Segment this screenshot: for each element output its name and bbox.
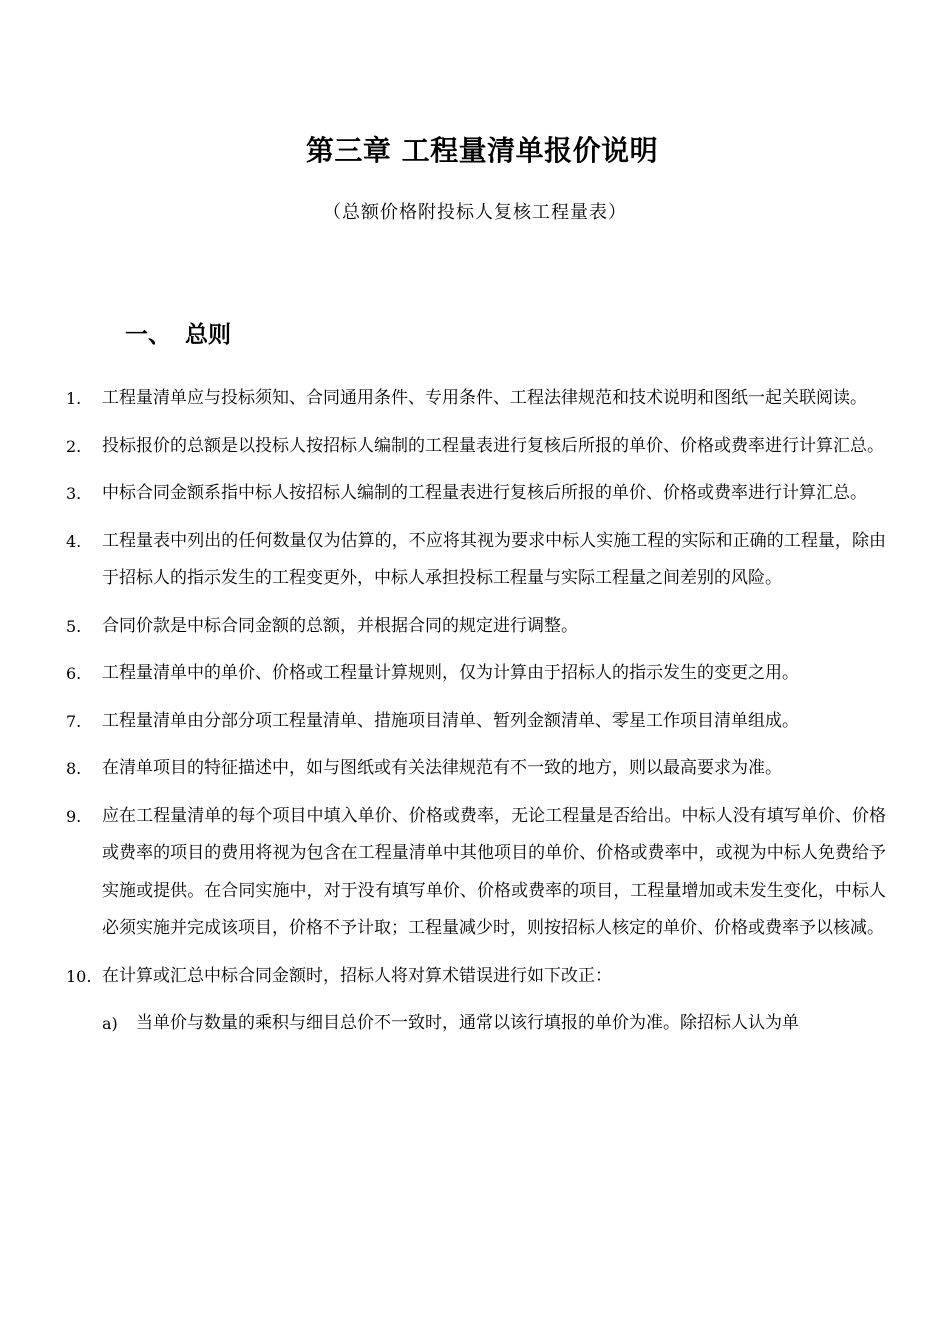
sub-list-item <box>102 1005 886 1043</box>
item-number: 6. <box>66 664 82 683</box>
item-text: 工程量清单中的单价、价格或工程量计算规则，仅为计算由于招标人的指示发生的变更之用。 <box>102 663 799 683</box>
chapter-title: 第三章 工程量清单报价说明 <box>305 134 659 167</box>
list-item <box>66 958 886 996</box>
clause-list <box>66 380 886 1043</box>
item-number: 3. <box>66 484 82 503</box>
list-item <box>66 380 886 418</box>
item-text: 投标报价的总额是以投标人按招标人编制的工程量表进行复核后所报的单价、价格或费率进行计算汇总。 <box>102 435 884 456</box>
item-number: 10. <box>66 966 92 986</box>
item-text: 合同价款是中标合同金额的总额，并根据合同的规定进行调整。 <box>102 615 578 636</box>
subitem-label: a) <box>102 1014 118 1033</box>
chapter-subtitle: （总额价格附投标人复核工程量表） <box>323 202 627 223</box>
item-number: 7. <box>66 711 82 731</box>
list-item <box>66 428 886 466</box>
item-number: 5. <box>66 616 82 636</box>
item-number: 4. <box>66 531 82 551</box>
section-heading <box>125 318 231 352</box>
list-item <box>66 750 886 788</box>
item-number: 1. <box>66 389 82 408</box>
item-number: 2. <box>66 436 82 456</box>
item-text: 中标合同金额系指中标人按招标人编制的工程量表进行复核后所报的单价、价格或费率进行计算汇总。 <box>102 483 867 503</box>
list-item <box>66 475 886 513</box>
section-title: 总则 <box>185 322 231 348</box>
list-item <box>66 798 886 948</box>
item-number: 9. <box>66 806 82 826</box>
item-text: 工程量清单应与投标须知、合同通用条件、专用条件、工程法律规范和技术说明和图纸一起关联阅读。 <box>102 388 867 408</box>
list-item <box>66 608 886 646</box>
section-number: 一、 <box>125 322 171 348</box>
list-item <box>66 655 886 693</box>
item-text: 在计算或汇总中标合同金额时，招标人将对算术错误进行如下改正： <box>102 965 612 986</box>
subitem-text: 当单价与数量的乘积与细目总价不一致时，通常以该行填报的单价为准。除招标人认为单 <box>136 1013 799 1033</box>
item-text: 工程量表中列出的任何数量仅为估算的，不应将其视为要求中标人实施工程的实际和正确的工程量，除由于招标人的指示发生的工程变更外，中标人承担投标工程量与实际工程量之间差别的风险。 <box>102 530 886 588</box>
item-text: 工程量清单由分部分项工程量清单、措施项目清单、暂列金额清单、零星工作项目清单组成。 <box>102 710 799 731</box>
list-item <box>66 703 886 741</box>
list-item <box>66 523 886 598</box>
item-number: 8. <box>66 759 82 778</box>
item-text: 在清单项目的特征描述中，如与图纸或有关法律规范有不一致的地方，则以最高要求为准。 <box>102 758 782 778</box>
item-text: 应在工程量清单的每个项目中填入单价、价格或费率，无论工程量是否给出。中标人没有填写单价、价格或费率的项目的费用将视为包含在工程量清单中其他项目的单价、价格或费率中，或视为中标人免费给予实施或提供。在合同实施中，对于没有填写单价、价格或费率的项目，工程量增加或未发生变化，中标人必须实施并完成该项目，价格不予计取；工程量减少时，则按招标人核定的单价、价格或费率予以核减。 <box>102 805 886 938</box>
